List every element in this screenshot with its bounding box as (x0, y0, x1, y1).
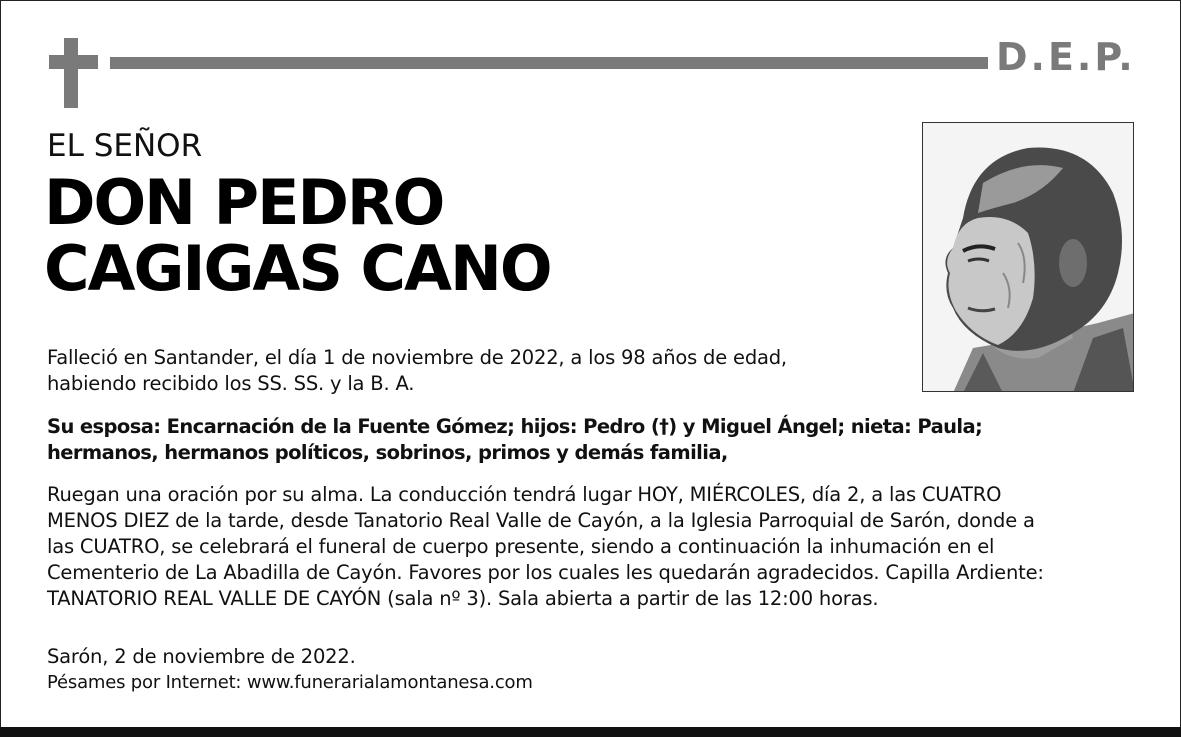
request-line-5: TANATORIO REAL VALLE DE CAYÓN (sala nº 3). Sala abierta a partir de las 12:00 horas. (47, 587, 879, 610)
request-line-1: Ruegan una oración por su alma. La conducción tendrá lugar HOY, MIÉRCOLES, día 2, a las CUATRO (47, 483, 1002, 506)
dep-label: D.E.P. (996, 35, 1136, 79)
family-paragraph (47, 414, 982, 466)
death-notice-paragraph (47, 345, 787, 397)
family-line-2: hermanos, hermanos políticos, sobrinos, primos y demás familia, (47, 441, 728, 464)
condolences-text: Pésames por Internet: www.funerarialamontanesa.com (47, 672, 533, 693)
cross-icon (64, 38, 78, 108)
family-line-1: Su esposa: Encarnación de la Fuente Gómez; hijos: Pedro (†) y Miguel Ángel; nieta: Paula; (47, 415, 983, 438)
bottom-bar (0, 727, 1181, 737)
deceased-name (44, 166, 864, 305)
header-rule (110, 57, 988, 69)
deceased-name-line1: DON PEDRO (44, 166, 444, 239)
condolences (47, 670, 533, 696)
deceased-title: EL SEÑOR (47, 128, 203, 164)
request-line-3: las CUATRO, se celebrará el funeral de cuerpo presente, siendo a continuación la inhumación en el (47, 535, 995, 558)
death-line-1: Falleció en Santander, el día 1 de noviembre de 2022, a los 98 años de edad, (47, 346, 787, 369)
death-line-2: habiendo recibido los SS. SS. y la B. A. (47, 372, 415, 395)
deceased-name-line2: CAGIGAS CANO (44, 232, 551, 305)
request-paragraph (47, 482, 1044, 612)
cross-icon-arm (49, 55, 98, 69)
place-date-text: Sarón, 2 de noviembre de 2022. (47, 645, 356, 668)
portrait-photo (922, 122, 1134, 392)
place-date (47, 644, 356, 670)
request-line-4: Cementerio de La Abadilla de Cayón. Favores por los cuales les quedarán agradecidos. Capilla Ardiente: (47, 561, 1044, 584)
request-line-2: MENOS DIEZ de la tarde, desde Tanatorio Real Valle de Cayón, a la Iglesia Parroquial de Sarón, donde a (47, 509, 1035, 532)
